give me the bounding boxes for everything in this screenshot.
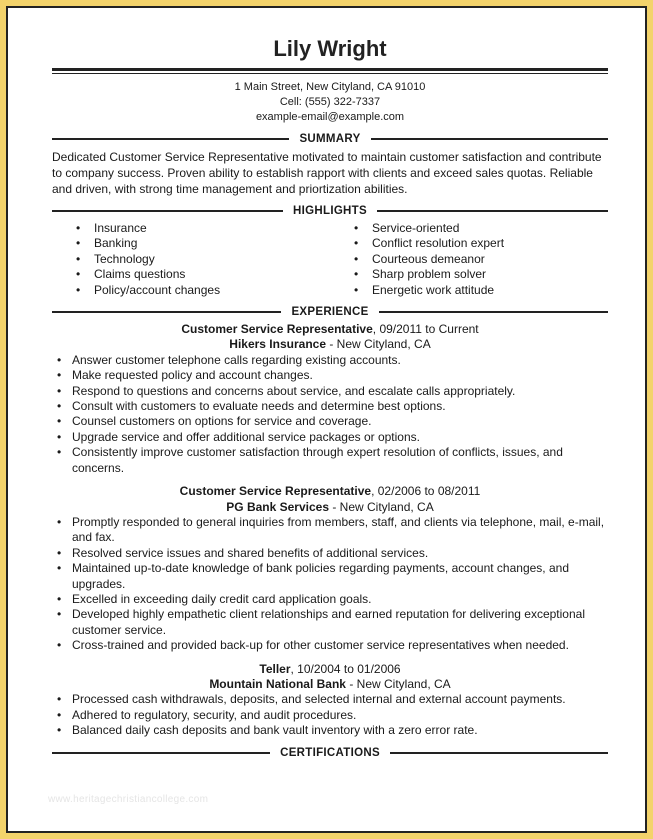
highlight-item: • Conflict resolution expert [330, 236, 608, 251]
job-entry [52, 322, 608, 476]
job-title: Customer Service Representative [181, 322, 373, 337]
highlight-item: • Courteous demeanor [330, 252, 608, 267]
highlight-item: • Claims questions [52, 267, 330, 282]
section-rule [377, 210, 608, 212]
highlights-heading [52, 203, 608, 219]
job-location: - New Cityland, CA [329, 499, 434, 514]
job-duty: • Consult with customers to evaluate needs and determine best options. [52, 399, 608, 414]
job-title-line [52, 322, 608, 337]
job-duty: • Respond to questions and concerns about service, and escalate calls appropriately. [52, 384, 608, 399]
job-title: Teller [259, 661, 291, 676]
job-company-line [52, 500, 608, 515]
job-dates: , 02/2006 to 08/2011 [371, 484, 481, 499]
job-duty: • Developed highly empathetic client relationships and earned reputation for delivering exceptional customer service. [52, 607, 608, 638]
highlight-item: • Energetic work attitude [330, 283, 608, 298]
summary-heading [52, 131, 608, 147]
highlight-item: • Sharp problem solver [330, 267, 608, 282]
highlight-item: • Banking [52, 236, 330, 251]
job-duties [52, 353, 608, 476]
job-duty: • Balanced daily cash deposits and bank vault inventory with a zero error rate. [52, 723, 608, 738]
highlight-item: • Technology [52, 252, 330, 267]
watermark-text: www.heritagechristiancollege.com [48, 794, 209, 805]
job-duty: • Consistently improve customer satisfaction through expert resolution of conflicts, issues, and concerns. [52, 445, 608, 476]
highlight-item: • Policy/account changes [52, 283, 330, 298]
section-rule [371, 138, 608, 140]
job-duty: • Maintained up-to-date knowledge of bank policies regarding payments, account changes, and upgrades. [52, 561, 608, 592]
resume-page [52, 8, 608, 761]
section-rule [52, 311, 281, 313]
job-duty: • Counsel customers on options for service and coverage. [52, 414, 608, 429]
job-title: Customer Service Representative [179, 484, 372, 499]
highlights-right-column [330, 221, 608, 298]
section-title: SUMMARY [299, 133, 361, 145]
job-duty: • Make requested policy and account changes. [52, 368, 608, 383]
job-duty: • Answer customer telephone calls regarding existing accounts. [52, 353, 608, 368]
job-entry [52, 484, 608, 653]
job-duty: • Promptly responded to general inquiries from members, staff, and clients via telephone, mail, e-mail, and fax. [52, 515, 608, 546]
experience-heading [52, 304, 608, 320]
job-duty: • Resolved service issues and shared benefits of additional services. [52, 546, 608, 561]
job-duty: • Upgrade service and offer additional service packages or options. [52, 430, 608, 445]
job-company-line [52, 337, 608, 352]
job-dates: , 10/2004 to 01/2006 [290, 661, 401, 676]
section-title: CERTIFICATIONS [280, 746, 380, 759]
highlight-item: • Insurance [52, 221, 330, 236]
section-rule [52, 210, 283, 212]
job-title-line [52, 484, 608, 499]
summary-text: Dedicated Customer Service Representative motivated to maintain customer satisfaction and contribute to company success. Proven ability to establish rapport with clients and exceed sales quotas. Reliable and driven, with strong time management and priortization abilities. [52, 150, 602, 196]
job-duty: • Adhered to regulatory, security, and audit procedures. [52, 708, 608, 723]
job-entry [52, 662, 608, 739]
job-company-line [52, 677, 608, 692]
section-title: HIGHLIGHTS [293, 205, 367, 217]
job-location: - New Cityland, CA [326, 337, 431, 352]
section-rule [379, 311, 608, 313]
highlight-item: • Service-oriented [330, 221, 608, 236]
job-company: Hikers Insurance [229, 337, 326, 352]
job-duty: • Cross-trained and provided back-up for other customer service representatives when needed. [52, 638, 608, 653]
contact-email: example-email@example.com [255, 111, 405, 123]
contact-block [52, 80, 608, 125]
section-title: EXPERIENCE [291, 306, 369, 319]
highlights-list [52, 221, 608, 298]
job-duty: • Processed cash withdrawals, deposits, and selected internal and external account payments. [52, 692, 608, 707]
job-location: - New Cityland, CA [345, 676, 451, 691]
resume-document [6, 6, 647, 833]
job-company: PG Bank Services [226, 499, 330, 514]
contact-address: 1 Main Street, New Cityland, CA 91010 [234, 81, 426, 93]
job-duty: • Excelled in exceeding daily credit card application goals. [52, 592, 608, 607]
section-rule [52, 752, 270, 754]
job-dates: , 09/2011 to Current [372, 322, 479, 337]
job-title-line [52, 662, 608, 677]
section-rule [52, 138, 289, 140]
job-company: Mountain National Bank [209, 676, 346, 691]
job-duties [52, 692, 608, 738]
certifications-heading [52, 745, 608, 761]
job-duties [52, 515, 608, 654]
highlights-left-column [52, 221, 330, 298]
contact-phone: Cell: (555) 322-7337 [279, 96, 381, 108]
name-divider [52, 68, 608, 74]
section-rule [390, 752, 608, 754]
candidate-name: Lily Wright [273, 36, 387, 61]
